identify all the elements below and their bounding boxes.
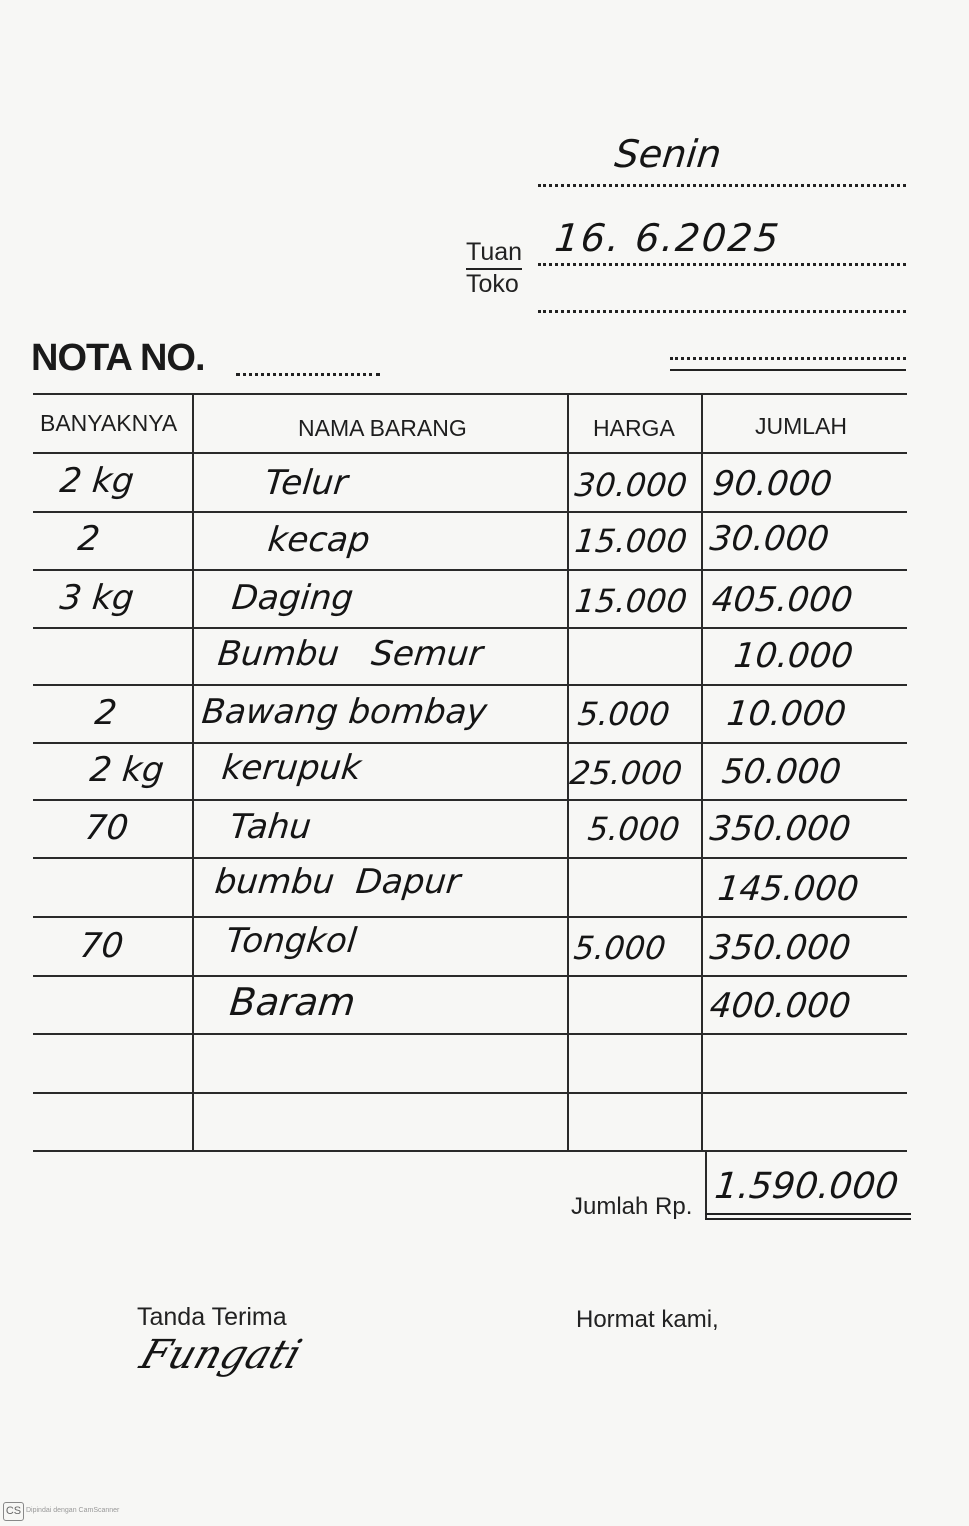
total-value: 1.590.000 bbox=[712, 1166, 901, 1207]
nota-number-line bbox=[236, 373, 380, 376]
row-total: 30.000 bbox=[707, 519, 832, 559]
row-price: 5.000 bbox=[572, 929, 668, 967]
tuan-line bbox=[538, 263, 906, 266]
received-label: Tanda Terima bbox=[137, 1303, 287, 1331]
day-line bbox=[538, 184, 906, 187]
day-text: Senin bbox=[612, 132, 724, 176]
col-divider-1 bbox=[192, 395, 194, 1152]
row-line bbox=[33, 569, 907, 571]
row-total: 90.000 bbox=[710, 464, 835, 504]
row-total: 10.000 bbox=[731, 636, 856, 676]
row-qty: 2 kg bbox=[87, 750, 166, 790]
row-line bbox=[33, 975, 907, 977]
row-name: bumbu Dapur bbox=[212, 862, 463, 902]
row-line bbox=[33, 627, 907, 629]
row-price: 25.000 bbox=[568, 754, 684, 792]
row-name: Bumbu Semur bbox=[215, 634, 485, 674]
row-name: Tongkol bbox=[223, 921, 359, 961]
row-name: Baram bbox=[227, 980, 358, 1024]
nota-right-line bbox=[670, 357, 906, 360]
row-total: 400.000 bbox=[707, 986, 853, 1026]
col-header-price: HARGA bbox=[593, 415, 675, 441]
col-header-total: JUMLAH bbox=[755, 413, 848, 439]
col-header-qty: BANYAKNYA bbox=[40, 410, 178, 436]
total-box-left bbox=[705, 1150, 707, 1220]
total-label: Jumlah Rp. bbox=[571, 1193, 693, 1220]
row-line bbox=[33, 511, 907, 513]
col-divider-2 bbox=[567, 395, 569, 1152]
row-line bbox=[33, 452, 907, 454]
row-line bbox=[33, 1033, 907, 1035]
regards-label: Hormat kami, bbox=[576, 1306, 719, 1333]
row-total: 350.000 bbox=[707, 928, 853, 968]
row-name: Tahu bbox=[227, 807, 314, 847]
table-top-border bbox=[33, 393, 907, 395]
row-line bbox=[33, 916, 907, 918]
row-total: 145.000 bbox=[715, 869, 861, 909]
scanner-badge: CS bbox=[3, 1502, 24, 1521]
nota-label: NOTA NO. bbox=[31, 337, 205, 379]
row-line bbox=[33, 1092, 907, 1094]
row-total: 405.000 bbox=[709, 580, 855, 620]
total-underline-2 bbox=[705, 1218, 911, 1220]
row-price: 5.000 bbox=[576, 695, 672, 733]
toko-label: Toko bbox=[466, 270, 519, 298]
row-line bbox=[33, 799, 907, 801]
row-price: 15.000 bbox=[573, 582, 689, 620]
col-divider-3 bbox=[701, 395, 703, 1152]
date-text: 16. 6.2025 bbox=[552, 216, 783, 260]
row-total: 10.000 bbox=[724, 694, 849, 734]
row-line bbox=[33, 684, 907, 686]
row-qty: 70 bbox=[82, 808, 131, 848]
row-name: Telur bbox=[262, 463, 350, 503]
signature: Fungati bbox=[134, 1332, 308, 1378]
row-total: 350.000 bbox=[707, 809, 853, 849]
row-line bbox=[33, 1150, 907, 1152]
nota-right-underline bbox=[670, 369, 906, 371]
row-line bbox=[33, 742, 907, 744]
row-price: 5.000 bbox=[586, 810, 682, 848]
row-name: Daging bbox=[229, 578, 356, 618]
row-qty: 3 kg bbox=[57, 578, 136, 618]
row-qty: 2 kg bbox=[57, 461, 136, 501]
row-name: kerupuk bbox=[219, 748, 364, 788]
row-qty: 2 bbox=[75, 519, 102, 559]
row-qty: 70 bbox=[77, 926, 126, 966]
scanner-text: Dipindai dengan CamScanner bbox=[26, 1507, 120, 1514]
row-name: kecap bbox=[265, 520, 372, 560]
row-qty: 2 bbox=[92, 693, 119, 733]
row-price: 15.000 bbox=[573, 522, 689, 560]
row-total: 50.000 bbox=[719, 752, 844, 792]
row-name: Bawang bombay bbox=[199, 692, 489, 732]
toko-line bbox=[538, 310, 906, 313]
total-underline-1 bbox=[705, 1213, 911, 1215]
row-price: 30.000 bbox=[573, 466, 689, 504]
col-header-name: NAMA BARANG bbox=[298, 415, 467, 441]
row-line bbox=[33, 857, 907, 859]
tuan-label: Tuan bbox=[466, 238, 523, 266]
